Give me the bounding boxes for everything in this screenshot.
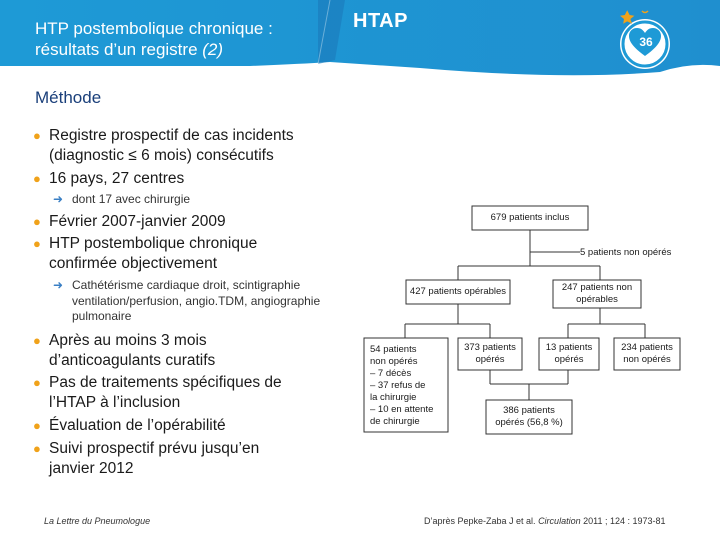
bullet-item bbox=[33, 331, 303, 371]
section-title: Méthode bbox=[35, 88, 102, 107]
sub-bullet-text: dont 17 avec chirurgie bbox=[72, 192, 191, 206]
bullet-dot: ● bbox=[33, 214, 41, 229]
title-line-2 bbox=[35, 39, 273, 60]
sub-bullet-item bbox=[53, 278, 323, 325]
bullet-text: Évaluation de l’opérabilité bbox=[49, 417, 226, 434]
bullet-text: HTP postembolique chronique confirmée objectivement bbox=[49, 235, 258, 272]
bullet-text: Suivi prospectif prévu jusqu’en janvier 2012 bbox=[49, 440, 260, 477]
flow-not-operated-234: 234 patients non opérés bbox=[621, 342, 673, 365]
arrow-icon: ➜ bbox=[53, 278, 64, 292]
ref-journal: Circulation bbox=[538, 516, 581, 526]
sub-bullet-item bbox=[53, 192, 313, 208]
bullet-text: Février 2007-janvier 2009 bbox=[49, 213, 226, 230]
ref-suffix: 2011 ; 124 : 1973-81 bbox=[580, 516, 666, 526]
bullet-text: Après au moins 3 mois d’anticoagulants curatifs bbox=[49, 332, 216, 369]
bullet-dot: ● bbox=[33, 418, 41, 433]
bullet-dot: ● bbox=[33, 171, 41, 186]
flow-not-operated-top: 5 patients non opérés bbox=[580, 247, 672, 258]
bullet-text: Registre prospectif de cas incidents (diagnostic ≤ 6 mois) consécutifs bbox=[49, 127, 294, 164]
bullet-item bbox=[33, 234, 313, 274]
bullet-item bbox=[33, 439, 303, 479]
footer-reference bbox=[424, 516, 666, 526]
topic-label: HTAP bbox=[353, 10, 408, 32]
bullet-item bbox=[33, 212, 333, 232]
flow-inoperable: 247 patients non opérables bbox=[561, 282, 633, 305]
title-line-2-text: résultats d’un registre bbox=[35, 40, 203, 59]
bullet-dot: ● bbox=[33, 236, 41, 251]
flow-54-line: – 7 décès bbox=[370, 368, 412, 379]
page-number: 36 bbox=[639, 35, 653, 49]
ref-prefix: D’après Pepke-Zaba J et al. bbox=[424, 516, 539, 526]
flow-not-operated-54 bbox=[370, 344, 446, 428]
bullet-item bbox=[33, 169, 333, 189]
bullet-item bbox=[33, 373, 303, 413]
title-line-2-italic: (2) bbox=[202, 40, 224, 59]
flow-54-line: la chirurgie bbox=[370, 392, 417, 403]
flow-54-line: – 10 en attente bbox=[370, 404, 434, 415]
bullet-dot: ● bbox=[33, 333, 41, 348]
flow-54-line: non opérés bbox=[370, 356, 418, 367]
flow-included: 679 patients inclus bbox=[490, 212, 570, 223]
flow-54-line: 54 patients bbox=[370, 344, 417, 355]
flow-54-line: de chirurgie bbox=[370, 416, 420, 427]
bullet-item bbox=[33, 126, 333, 166]
flow-54-line: – 37 refus de bbox=[370, 380, 426, 391]
bullet-dot: ● bbox=[33, 375, 41, 390]
arrow-icon: ➜ bbox=[53, 192, 64, 206]
bullet-text: Pas de traitements spécifiques de l’HTAP à l’inclusion bbox=[49, 374, 282, 411]
flow-operated-386: 386 patients opérés (56,8 %) bbox=[495, 405, 563, 428]
title-line-1: HTP postembolique chronique : bbox=[35, 19, 273, 38]
header-banner bbox=[0, 0, 720, 86]
bullet-dot: ● bbox=[33, 441, 41, 456]
bullet-text: 16 pays, 27 centres bbox=[49, 170, 185, 187]
slide-title bbox=[35, 18, 273, 60]
sub-bullet-text: Cathétérisme cardiaque droit, scintigraphie ventilation/perfusion, angio.TDM, angiographie pulmonaire bbox=[72, 278, 321, 323]
flow-operated-13: 13 patients opérés bbox=[545, 342, 593, 365]
bullet-item bbox=[33, 416, 303, 436]
flow-operable: 427 patients opérables bbox=[409, 286, 507, 297]
flow-operated-373: 373 patients opérés bbox=[464, 342, 516, 365]
footer-publication: La Lettre du Pneumologue bbox=[44, 516, 151, 526]
bullet-dot: ● bbox=[33, 128, 41, 143]
